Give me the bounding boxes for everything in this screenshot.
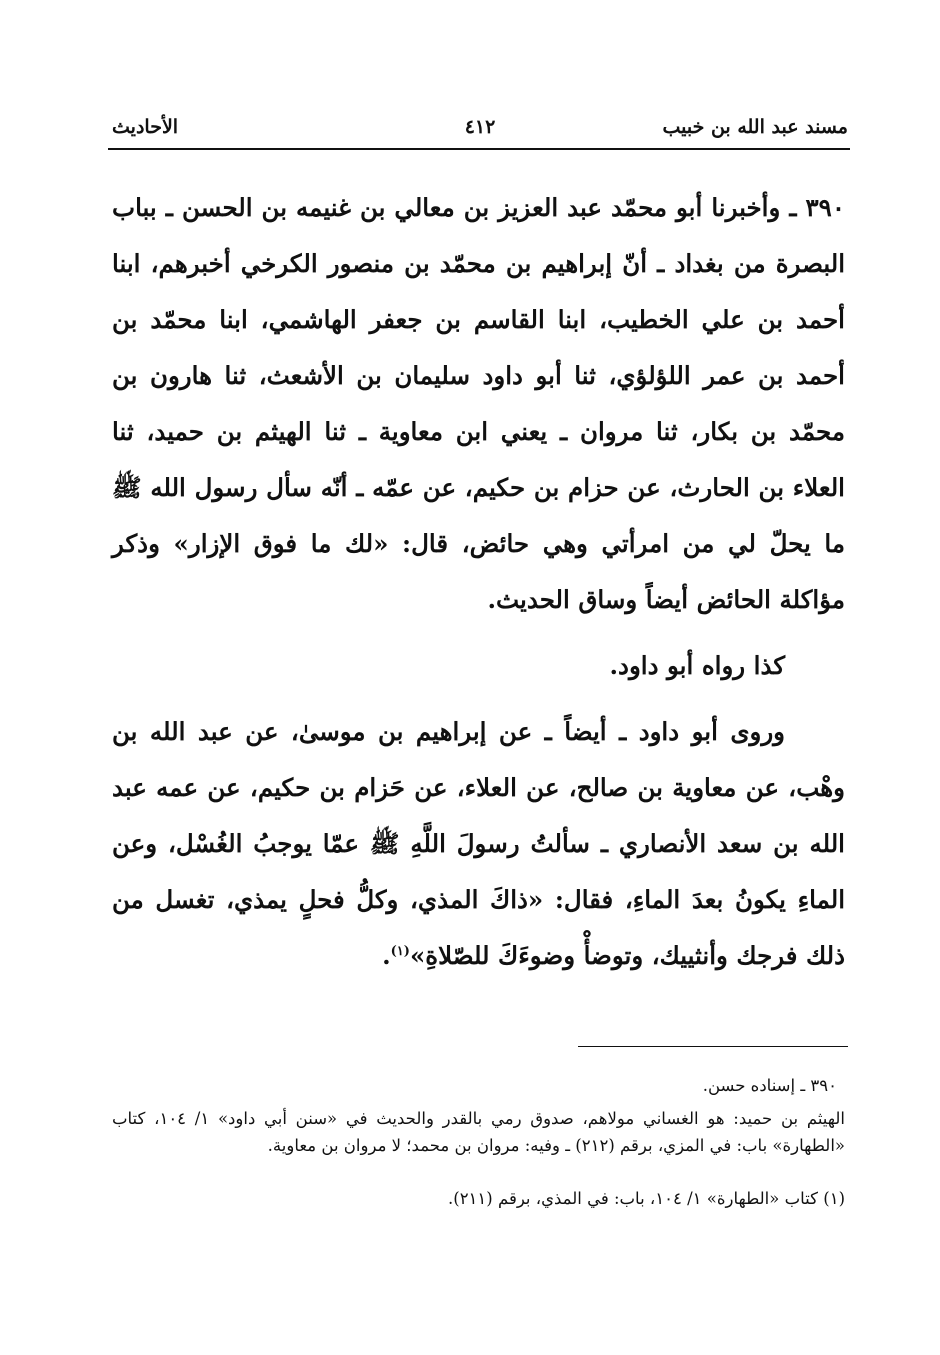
page-number: ٤١٢ <box>464 116 496 138</box>
footnote-marker: (١) <box>390 943 410 959</box>
book-title: مسند عبد الله بن خبيب <box>662 116 848 138</box>
main-text <box>112 180 845 984</box>
second-paragraph-text: وروى أبو داود ـ أيضاً ـ عن إبراهيم بن موسىٰ، عن عبد الله بن وهْب، عن معاوية بن صالح، عن العلاء، عن حَزام بن حكيم، عن عمه عبد الله بن سعد الأنصاري ـ سألتُ رسولَ اللَّهِ ﷺ عمّا يوجبُ الغُسْل، وعن الماءِ يكونُ بعدَ الماءِ، فقال: «ذاكَ المذي، وكلُّ فحلٍ يمذي، تغسل من ذلك فرجك وأنثييك، وتوضأْ وضوءَكَ للصّلاةِ» <box>112 717 845 970</box>
footnote-reference-1: (١) كتاب «الطهارة» ١/ ١٠٤، باب: في المذي، برقم (٢١١). <box>448 1189 845 1208</box>
footnote-commentary: الهيثم بن حميد: هو الغساني مولاهم، صدوق رمي بالقدر والحديث في «سنن أبي داود» ١/ ١٠٤، كتاب «الطهارة» باب: في المزي، برقم (٢١٢) ـ وفيه: مروان بن محمد؛ لا مروان بن معاوية. <box>112 1109 845 1155</box>
footnote-divider <box>578 1046 848 1047</box>
second-paragraph <box>112 704 845 984</box>
header-divider <box>108 148 850 150</box>
running-header <box>112 112 848 142</box>
hadith-paragraph: ٣٩٠ ـ وأخبرنا أبو محمّد عبد العزيز بن معالي بن غنيمه بن الحسن ـ بباب البصرة من بغداد ـ أنّ إبراهيم بن محمّد بن منصور الكرخي أخبرهم، ابنا أحمد بن علي الخطيب، ابنا القاسم بن جعفر الهاشمي، ابنا محمّد بن أحمد بن عمر اللؤلؤي، ثنا أبو داود سليمان بن الأشعث، ثنا هارون بن محمّد بن بكار، ثنا مروان ـ يعني ابن معاوية ـ ثنا الهيثم بن حميد، ثنا العلاء بن الحارث، عن حزام بن حكيم، عن عمّه ـ أنّه سأل رسول الله ﷺ ما يحلّ لي من امرأتي وهي حائض، قال: «لك ما فوق الإزار» وذكر مؤاكلة الحائض أيضاً وساق الحديث. <box>112 193 845 614</box>
footnote-grading: ٣٩٠ ـ إسناده حسن. <box>702 1076 837 1095</box>
section-title: الأحاديث <box>112 116 179 138</box>
footnotes <box>112 1072 845 1212</box>
second-paragraph-end: . <box>382 941 391 970</box>
narration-note: كذا رواه أبو داود. <box>609 651 785 680</box>
